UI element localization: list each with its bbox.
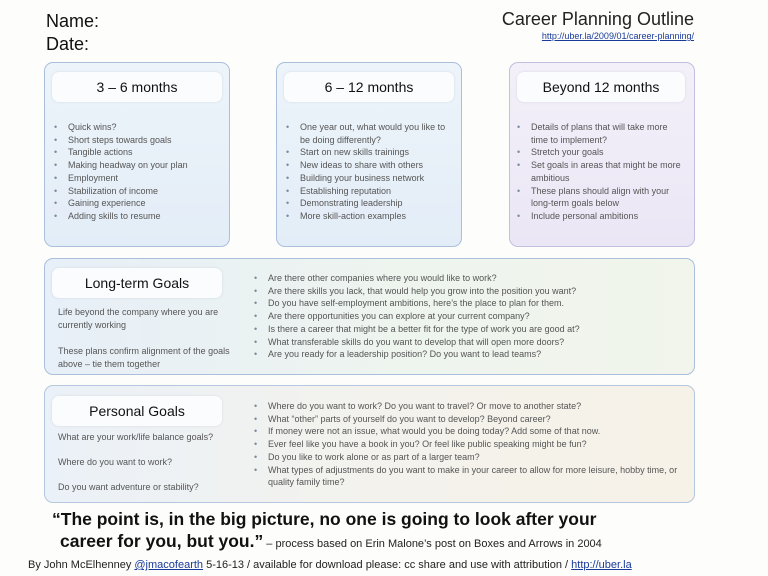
list-item: • These plans should align with your long-term goals below [515, 185, 687, 210]
column-6-12-heading: 6 – 12 months [284, 72, 454, 102]
footer-handle-link[interactable]: @jmacofearth [134, 559, 204, 571]
list-item: • Start on new skills trainings [284, 146, 456, 159]
quote-line-2-text: career for you, but you.” [60, 531, 264, 551]
list-item: • If money were not an issue, what would you be doing today? Add some of that now. [252, 425, 682, 438]
list-item: • Set goals in areas that might be more ambitious [515, 159, 687, 184]
list-item: • Do you have self-employment ambitions, here’s the place to plan for them. [252, 297, 692, 310]
list-item: • Establishing reputation [284, 185, 456, 198]
quote-line-1: “The point is, in the big picture, no one is going to look after your [52, 509, 597, 529]
list-item: • Stretch your goals [515, 146, 687, 159]
list-item: • What transferable skills do you want to develop that will open more doors? [252, 336, 692, 349]
list-item: • Stabilization of income [52, 185, 222, 198]
quote-line-2 [60, 531, 602, 552]
list-item: • More skill-action examples [284, 210, 456, 223]
footer-license-text: 5-16-13 / available for download please: cc share and use with attribution / [203, 559, 572, 571]
list-item: • Demonstrating leadership [284, 197, 456, 210]
personal-question-balance: What are your work/life balance goals? [58, 432, 214, 442]
list-item: • Adding skills to resume [52, 210, 222, 223]
long-term-alignment-note: These plans confirm alignment of the goals above – tie them together [58, 346, 230, 369]
list-item: • One year out, what would you like to be doing differently? [284, 121, 456, 146]
footer-attribution [28, 559, 632, 571]
list-item: • Is there a career that might be a better fit for the type of work you are good at? [252, 323, 692, 336]
personal-goals-heading: Personal Goals [52, 396, 222, 426]
long-term-description: Life beyond the company where you are currently working [58, 307, 219, 330]
list-item: • Where do you want to work? Do you want to travel? Or move to another state? [252, 400, 682, 413]
list-item: • What types of adjustments do you want to make in your career to allow for more leisure, hobby time, or quality family time? [252, 464, 682, 489]
list-item: • Are you ready for a leadership position? Do you want to lead teams? [252, 348, 692, 361]
name-date-block [46, 10, 99, 56]
list-item: • Tangible actions [52, 146, 222, 159]
list-item: • Employment [52, 172, 222, 185]
list-item: • Are there skills you lack, that would help you grow into the position you want? [252, 285, 692, 298]
list-item: • What “other” parts of yourself do you want to develop? Beyond career? [252, 413, 682, 426]
list-item: • Are there other companies where you would like to work? [252, 272, 692, 285]
list-item: • Are there opportunities you can explore at your current company? [252, 310, 692, 323]
footer-site-link[interactable]: http://uber.la [571, 559, 632, 571]
quote-credit: – process based on Erin Malone’s post on Boxes and Arrows in 2004 [263, 538, 602, 550]
long-term-goals-heading: Long-term Goals [52, 268, 222, 298]
list-item: • Quick wins? [52, 121, 222, 134]
list-item: • Include personal ambitions [515, 210, 687, 223]
list-item: • New ideas to share with others [284, 159, 456, 172]
list-item: • Ever feel like you have a book in you? Or feel like public speaking might be fun? [252, 438, 682, 451]
column-beyond-12-heading: Beyond 12 months [517, 72, 685, 102]
personal-goals-list [252, 400, 682, 489]
source-url-link[interactable]: http://uber.la/2009/01/career-planning/ [541, 31, 694, 41]
date-label: Date: [46, 34, 90, 54]
list-item: • Short steps towards goals [52, 134, 222, 147]
long-term-goals-list [252, 272, 692, 361]
list-item: • Building your business network [284, 172, 456, 185]
footer-author: By John McElhenney [28, 559, 135, 571]
column-beyond-12-list [515, 121, 687, 223]
personal-question-where: Where do you want to work? [58, 457, 173, 467]
page-title: Career Planning Outline [501, 9, 694, 29]
list-item: • Making headway on your plan [52, 159, 222, 172]
list-item: • Details of plans that will take more time to implement? [515, 121, 687, 146]
personal-question-adventure: Do you want adventure or stability? [58, 482, 199, 492]
list-item: • Gaining experience [52, 197, 222, 210]
column-3-6-heading: 3 – 6 months [52, 72, 222, 102]
column-6-12-list [284, 121, 456, 223]
name-label: Name: [46, 11, 100, 31]
list-item: • Do you like to work alone or as part of a larger team? [252, 451, 682, 464]
column-3-6-list [52, 121, 222, 223]
